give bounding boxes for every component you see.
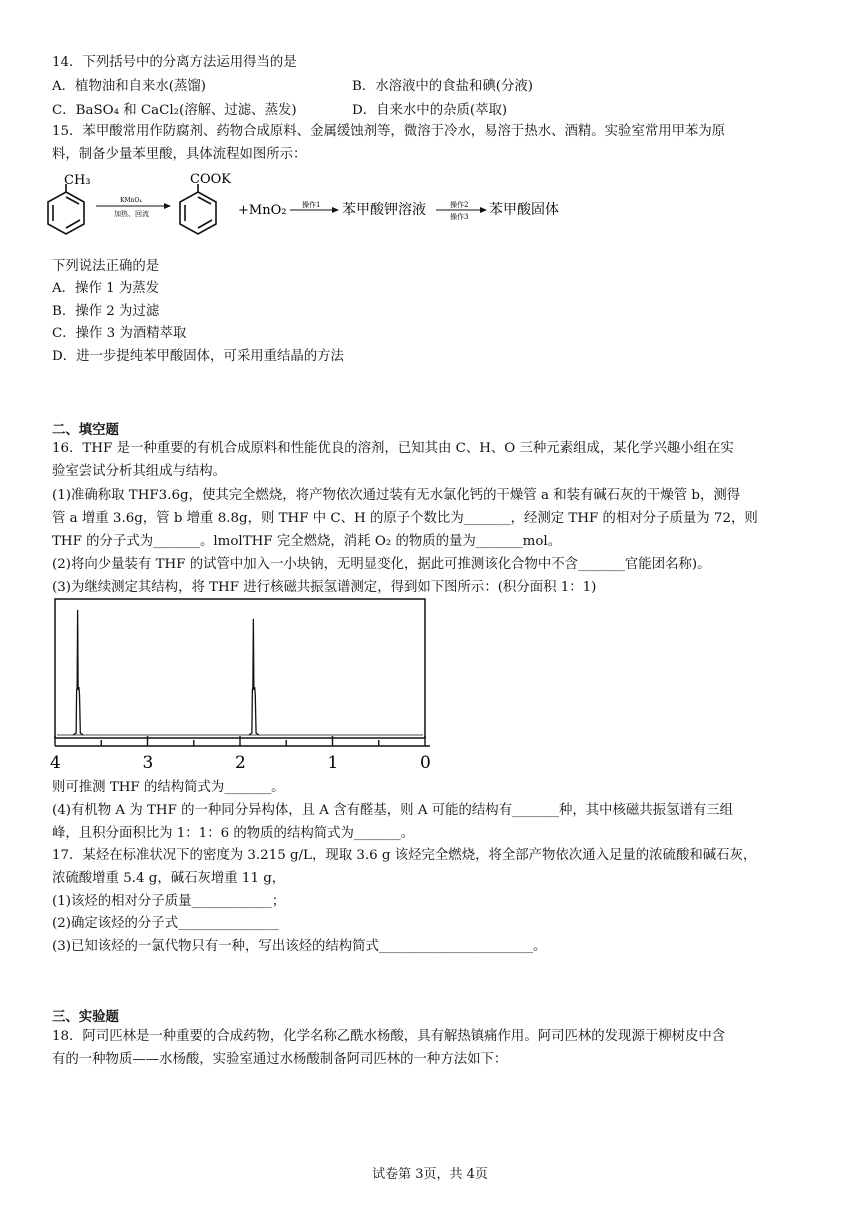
q14-option-a: A．植物油和自来水(蒸馏) — [52, 79, 207, 94]
benzoate-structure — [180, 184, 216, 234]
ch3-label: CH₃ — [64, 173, 91, 188]
nmr-plot-frame — [55, 599, 425, 738]
reagent-bottom: 加热、回流 — [114, 210, 149, 218]
nmr-tick-label: 2 — [235, 753, 246, 773]
q15-stem-line2: 料，制备少量苯里酸，具体流程如图所示： — [52, 147, 307, 162]
arrowhead-icon — [332, 207, 339, 213]
q16-line7: (3)为继续测定其结构，将 THF 进行核磁共振氢谱测定，得到如下图所示：(积分面积 1：1) — [52, 580, 597, 595]
arrowhead-icon — [164, 203, 171, 209]
q16-line4: 管 a 增重 3.6g，管 b 增重 8.8g，则 THF 中 C、H 的原子个数比为_______，经测定 THF 的相对分子质量为 72，则 — [52, 511, 758, 526]
q16-line3: (1)准确称取 THF3.6g，使其完全燃烧，将产物依次通过装有无水氯化钙的干燥管 a 和装有碱石灰的干燥管 b，测得 — [52, 488, 741, 503]
q18-line2: 有的一种物质——水杨酸，实验室通过水杨酸制备阿司匹林的一种方法如下： — [52, 1052, 508, 1067]
reagent-top: KMnO₄ — [120, 197, 142, 204]
nmr-tick-label: 0 — [420, 753, 431, 773]
q16-line6: (2)将向少量装有 THF 的试管中加入一小块钠，无明显变化，据此可推测该化合物中不含_______官能团名称)。 — [52, 557, 711, 572]
operation-3-label: 操作3 — [450, 213, 469, 221]
nmr-tick-label: 1 — [327, 753, 339, 773]
q17-line2: 浓硫酸增重 5.4 g，碱石灰增重 11 g， — [52, 871, 286, 886]
q14-option-c: C．BaSO₄ 和 CaCl₂(溶解、过滤、蒸发) — [52, 103, 297, 118]
nmr-peak — [73, 610, 83, 735]
reaction-scheme — [40, 170, 600, 250]
q17-line5: (3)已知该烃的一氯代物只有一种，写出该烃的结构简式_______________________。 — [52, 939, 547, 954]
q17-line1: 17．某烃在标准状况下的密度为 3.215 g/L，现取 3.6 g 该烃完全燃烧，将全部产物依次通入足量的浓硫酸和碱石灰， — [52, 848, 757, 863]
nmr-peak — [249, 619, 259, 735]
arrowhead-icon — [480, 207, 487, 213]
q14-option-d: D．自来水中的杂质(萃取) — [352, 103, 508, 118]
q15-prompt: 下列说法正确的是 — [52, 259, 160, 274]
intermediate-label: 苯甲酸钾溶液 — [342, 202, 426, 218]
mno2-byproduct: +MnO₂ — [238, 203, 287, 218]
q16-line8: 则可推测 THF 的结构简式为_______。 — [52, 780, 285, 795]
nmr-spectrum — [40, 596, 440, 774]
q15-stem-line1: 15．苯甲酸常用作防腐剂、药物合成原料、金属缓蚀剂等，微溶于冷水，易溶于热水、酒精。实验室常用甲苯为原 — [52, 124, 726, 139]
q16-line10: 峰，且积分面积比为 1：1：6 的物质的结构简式为_______。 — [52, 826, 415, 841]
q17-line4: (2)确定该烃的分子式_______________ — [52, 916, 279, 931]
q15-option-a: A．操作 1 为蒸发 — [52, 281, 160, 296]
q16-line1: 16．THF 是一种重要的有机合成原料和性能优良的溶剂，已知其由 C、H、O 三种元素组成，某化学兴趣小组在实 — [52, 441, 734, 456]
page-footer: 试卷第 3页，共 4页 — [372, 1167, 488, 1182]
q15-option-b: B．操作 2 为过滤 — [52, 304, 160, 319]
q15-option-c: C．操作 3 为酒精萃取 — [52, 326, 187, 341]
q17-line3: (1)该烃的相对分子质量____________； — [52, 894, 286, 909]
nmr-tick-label: 3 — [142, 753, 154, 773]
q16-line5: THF 的分子式为_______。lmolTHF 完全燃烧，消耗 O₂ 的物质的量为_______mol。 — [52, 534, 562, 549]
nmr-tick-label: 4 — [50, 753, 61, 773]
q16-line2: 验室尝试分析其组成与结构。 — [52, 464, 227, 479]
operation-2-label: 操作2 — [450, 201, 469, 209]
q14-stem: 14．下列括号中的分离方法运用得当的是 — [52, 55, 297, 70]
q16-line9: (4)有机物 A 为 THF 的一种同分异构体，且 A 含有醛基，则 A 可能的结构有_______种，其中核磁共振氢谱有三组 — [52, 803, 734, 818]
cook-label: COOK — [190, 172, 231, 187]
toluene-structure — [48, 184, 84, 234]
q14-option-b: B．水溶液中的食盐和碘(分液) — [352, 79, 533, 94]
q18-line1: 18．阿司匹林是一种重要的合成药物，化学名称乙酰水杨酸，具有解热镇痛作用。阿司匹林的发现源于柳树皮中含 — [52, 1029, 726, 1044]
q15-option-d: D．进一步提纯苯甲酸固体，可采用重结晶的方法 — [52, 349, 344, 364]
section-heading-fill-in: 二、填空题 — [52, 423, 119, 438]
section-heading-experiment: 三、实验题 — [52, 1010, 119, 1025]
operation-1-label: 操作1 — [302, 201, 321, 209]
final-product-label: 苯甲酸固体 — [489, 202, 559, 218]
